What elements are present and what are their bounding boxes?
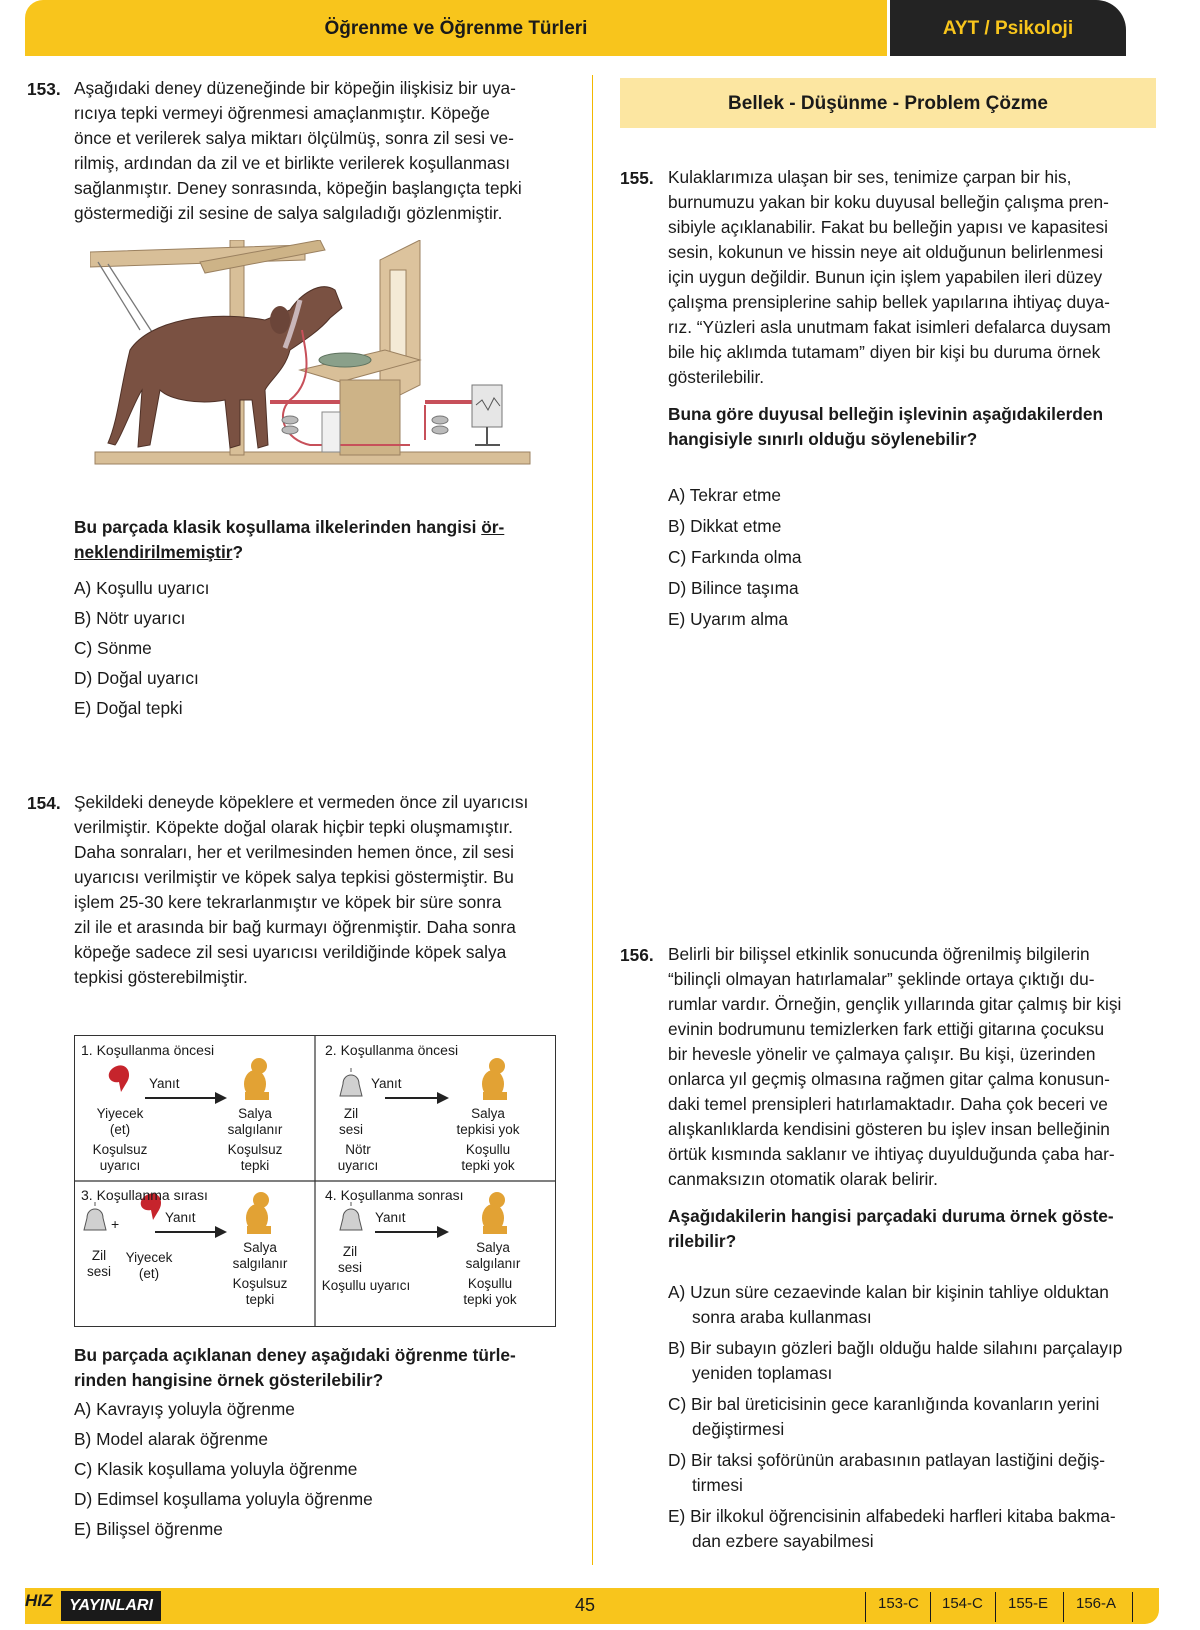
panel1-result-type: Koşulsuz tepki	[227, 1142, 283, 1173]
q154-option-a[interactable]: A) Kavrayış yoluyla öğrenme	[74, 1399, 295, 1419]
q156-question	[668, 1204, 1156, 1254]
q156-option-d-line: D) Bir taksi şoförünün arabasının patlayan lastiğini değiş-	[668, 1450, 1106, 1470]
q155-option-b[interactable]: B) Dikkat etme	[668, 516, 782, 536]
bell-icon	[340, 1068, 362, 1096]
header-subject-bar	[890, 0, 1126, 56]
q156-option-b[interactable]	[668, 1336, 1156, 1386]
panel2-result-type: Koşullu tepki yok	[461, 1142, 515, 1173]
q156-line: örtük kısmında saklanır ve ihtiyaç duyulduğunda çaba har-	[668, 1144, 1115, 1164]
q155-number: 155.	[620, 168, 654, 188]
q153-number: 153.	[27, 79, 61, 99]
q156-number: 156.	[620, 945, 654, 965]
q155-line: sesin, kokunun ve hissin neye ait olduğunun belirlenmesi	[668, 242, 1104, 262]
q154-question	[74, 1343, 562, 1393]
section-heading	[620, 78, 1156, 128]
dog-icon	[482, 1192, 507, 1234]
q154-line: zil ile et arasında bir bağ kurmayı öğrenmiştir. Daha sonra	[74, 917, 516, 937]
q154-line: Şekildeki deneyde köpeklere et vermeden önce zil uyarıcısı	[74, 792, 529, 812]
page-number: 45	[575, 1595, 596, 1615]
q153-line: Aşağıdaki deney düzeneğinde bir köpeğin ilişkisiz bir uya-	[74, 78, 516, 98]
panel4-stimulus: Zil sesi	[337, 1244, 362, 1275]
q153-line: önce et verilerek salya miktarı ölçülmüş, sonra zil sesi ve-	[74, 128, 514, 148]
panel2-result: Salya tepkisi yok	[456, 1106, 520, 1137]
logo-text-yayinlari: YAYINLARI	[61, 1591, 161, 1621]
q153-line: sağlanmıştır. Deney sonrasında, köpeğin başlangıçta tepki	[74, 178, 522, 198]
q154-option-e[interactable]: E) Bilişsel öğrenme	[74, 1519, 223, 1539]
q155-option-c[interactable]: C) Farkında olma	[668, 547, 802, 567]
answer-156: 156-A	[1076, 1595, 1117, 1612]
answer-separator	[930, 1592, 931, 1622]
panel3-stimulus-a: Zil sesi	[86, 1248, 111, 1279]
pavlov-apparatus-illustration	[90, 240, 540, 485]
panel2-response: Yanıt	[371, 1076, 402, 1091]
panel2-title: 2. Koşullanma öncesi	[325, 1042, 459, 1058]
q154-line: uyarıcısı verilmiştir ve köpek salya tepkisi göstermiştir. Bu	[74, 867, 514, 887]
q156-question-line: rilebilir?	[668, 1231, 737, 1251]
q153-text	[74, 76, 562, 226]
q155-text	[668, 165, 1156, 390]
q156-line: alışkanlıklarda kendisini gösteren bu işlev insan belleğinin	[668, 1119, 1110, 1139]
q154-number: 154.	[27, 793, 61, 813]
q156-option-a-line: A) Uzun süre cezaevinde kalan bir kişinin tahliye olduktan	[668, 1282, 1109, 1302]
q154-line: işlem 25-30 kere tekrarlanmıştır ve köpek bir süre sonra	[74, 892, 502, 912]
q156-question-line: Aşağıdakilerin hangisi parçadaki duruma örnek göste-	[668, 1206, 1114, 1226]
q156-option-c[interactable]	[668, 1392, 1156, 1442]
answer-155: 155-E	[1008, 1595, 1049, 1612]
q153-line: rıcıya tepki vermeyi öğrenmesi amaçlanmıştır. Köpeğe	[74, 103, 490, 123]
q156-line: canmaksızın otomatik olarak belirir.	[668, 1169, 938, 1189]
dog-icon	[244, 1058, 269, 1100]
answer-separator	[995, 1592, 996, 1622]
answer-153: 153-C	[878, 1595, 919, 1612]
q155-question-line: hangisiyle sınırlı olduğu söylenebilir?	[668, 429, 978, 449]
q154-option-c[interactable]: C) Klasik koşullama yoluyla öğrenme	[74, 1459, 358, 1479]
q156-option-e-line: dan ezbere sayabilmesi	[692, 1531, 874, 1551]
bell-icon	[84, 1202, 106, 1230]
panel4-result: Salya salgılanır	[465, 1240, 521, 1271]
q153-option-b[interactable]: B) Nötr uyarıcı	[74, 608, 186, 628]
q155-line: gösterilebilir.	[668, 367, 765, 387]
section-title: Bellek - Düşünme - Problem Çözme	[728, 93, 1048, 114]
q155-option-e[interactable]: E) Uyarım alma	[668, 609, 789, 629]
column-divider	[592, 75, 593, 1565]
panel4-response: Yanıt	[375, 1210, 406, 1225]
q155-line: bile hiç aklımda tutamam” diyen bir kişi bu duruma örnek	[668, 342, 1101, 362]
q153-question-mark: ?	[232, 542, 244, 562]
q155-option-d[interactable]: D) Bilince taşıma	[668, 578, 799, 598]
q156-line: evinin bodrumunu temizlerken fark ettiği gitarına çocuksu	[668, 1019, 1105, 1039]
q156-option-a[interactable]	[668, 1280, 1156, 1330]
panel3-response: Yanıt	[165, 1210, 196, 1225]
q156-option-c-line: değiştirmesi	[692, 1419, 785, 1439]
panel4-title: 4. Koşullanma sonrası	[325, 1187, 464, 1203]
q156-option-e[interactable]	[668, 1504, 1156, 1554]
q154-option-b[interactable]: B) Model alarak öğrenme	[74, 1429, 269, 1449]
panel3-result-type: Koşulsuz tepki	[232, 1276, 288, 1307]
publisher-logo	[25, 1589, 163, 1623]
q154-line: köpeğe sadece zil sesi uyarıcısı verildiğinde köpek salya	[74, 942, 507, 962]
panel1-response: Yanıt	[149, 1076, 180, 1091]
q154-text	[74, 790, 562, 990]
panel4-stimulus-type: Koşullu uyarıcı	[321, 1278, 411, 1293]
q156-line: onlarca yıl geçmiş olmasına rağmen gitar çalma konusun-	[668, 1069, 1110, 1089]
meat-icon	[109, 1065, 129, 1092]
q155-line: çalışma prensiplerine sahip bellek yapılarına ihtiyaç duya-	[668, 292, 1110, 312]
q153-line: göstermediği zil sesine de salya salgıladığı gözlenmiştir.	[74, 203, 503, 223]
q154-line: verilmiştir. Köpekte doğal olarak hiçbir tepki oluşmamıştır.	[74, 817, 513, 837]
q156-option-d-line: tirmesi	[692, 1475, 743, 1495]
q156-option-c-line: C) Bir bal üreticisinin gece karanlığında kovanların yerini	[668, 1394, 1100, 1414]
q153-question	[74, 515, 562, 565]
q153-question-text: Bu parçada klasik koşullama ilkelerinden hangisi	[74, 517, 482, 537]
q156-line: rumlar vardır. Örneğin, gençlik yıllarında gitar çalmış bir kişi	[668, 994, 1122, 1014]
answer-separator	[1132, 1592, 1133, 1622]
q156-line: “bilinçli olmayan hatırlamalar” şeklinde ortaya çıktığı du-	[668, 969, 1095, 989]
q153-line: rilmiş, ardından da zil ve et birlikte verilerek koşullanması	[74, 153, 511, 173]
q153-option-a[interactable]: A) Koşullu uyarıcı	[74, 578, 210, 598]
panel1-stimulus: Yiyecek (et)	[96, 1106, 144, 1137]
q155-line: sibiyle açıklanabilir. Fakat bu belleğin yapısı ve kapasitesi	[668, 217, 1108, 237]
q155-option-a[interactable]: A) Tekrar etme	[668, 485, 782, 505]
q156-text	[668, 942, 1156, 1192]
q153-option-e[interactable]: E) Doğal tepki	[74, 698, 183, 718]
logo-text-hiz: HIZ	[25, 1591, 53, 1610]
panel3-result: Salya salgılanır	[232, 1240, 288, 1271]
q154-line: Daha sonraları, her et verilmesinden hemen önce, zil sesi	[74, 842, 514, 862]
q155-line: rız. “Yüzleri asla unutmam fakat isimleri defalarca duysam	[668, 317, 1111, 337]
panel2-stimulus-type: Nötr uyarıcı	[337, 1142, 379, 1173]
q154-option-d[interactable]: D) Edimsel koşullama yoluyla öğrenme	[74, 1489, 373, 1509]
q154-line: tepkisi gösterebilmiştir.	[74, 967, 248, 987]
panel1-result: Salya salgılanır	[227, 1106, 283, 1137]
q156-option-a-line: sonra araba kullanması	[692, 1307, 872, 1327]
panel3-stimulus-b: Yiyecek (et)	[125, 1250, 173, 1281]
q156-option-e-line: E) Bir ilkokul öğrencisinin alfabedeki harfleri kitaba bakma-	[668, 1506, 1116, 1526]
q154-question-line: rinden hangisine örnek gösterilebilir?	[74, 1370, 384, 1390]
header-title-bar	[25, 0, 887, 56]
q155-question	[668, 402, 1156, 452]
panel4-result-type: Koşullu tepki yok	[463, 1276, 517, 1307]
dog-icon	[246, 1192, 271, 1234]
q156-line: Belirli bir bilişsel etkinlik sonucunda öğrenilmiş bilgilerin	[668, 944, 1090, 964]
answer-separator	[865, 1592, 866, 1622]
header-title: Öğrenme ve Öğrenme Türleri	[324, 18, 588, 39]
q153-option-d[interactable]: D) Doğal uyarıcı	[74, 668, 199, 688]
conditioning-diagram	[74, 1035, 556, 1327]
q155-line: burnumuzu yakan bir koku duyusal belleğin çalışma pren-	[668, 192, 1109, 212]
panel1-title: 1. Koşullanma öncesi	[81, 1042, 215, 1058]
q153-option-c[interactable]: C) Sönme	[74, 638, 152, 658]
bell-icon	[340, 1202, 362, 1230]
q154-question-line: Bu parçada açıklanan deney aşağıdaki öğrenme türle-	[74, 1345, 516, 1365]
q156-option-b-line: B) Bir subayın gözleri bağlı olduğu halde silahını parçalayıp	[668, 1338, 1123, 1358]
header-subject: AYT / Psikoloji	[942, 18, 1074, 39]
q153-question-underlined: ör-	[481, 517, 505, 537]
q156-line: bir hevesle yönelir ve çalmaya çalışır. Bu kişi, üzerinden	[668, 1044, 1096, 1064]
q155-question-line: Buna göre duyusal belleğin işlevinin aşağıdakilerden	[668, 404, 1104, 424]
q156-option-d[interactable]	[668, 1448, 1156, 1498]
panel2-stimulus: Zil sesi	[338, 1106, 363, 1137]
panel1-stimulus-type: Koşulsuz uyarıcı	[92, 1142, 148, 1173]
q155-line: için uygun değildir. Bunun için işlem yapabilen ileri düzey	[668, 267, 1103, 287]
q153-question-underlined-2: neklendirilmemiştir	[74, 542, 233, 562]
q156-option-b-line: yeniden toplaması	[692, 1363, 833, 1383]
answer-154: 154-C	[942, 1595, 983, 1612]
q156-line: daki temel prensipleri hatırlamaktadır. Daha çok beceri ve	[668, 1094, 1108, 1114]
q155-line: Kulaklarımıza ulaşan bir ses, tenimize çarpan bir his,	[668, 167, 1072, 187]
dog-icon	[482, 1058, 507, 1100]
panel3-title: 3. Koşullanma sırası	[81, 1187, 208, 1203]
answer-separator	[1063, 1592, 1064, 1622]
panel3-plus: +	[111, 1216, 120, 1232]
